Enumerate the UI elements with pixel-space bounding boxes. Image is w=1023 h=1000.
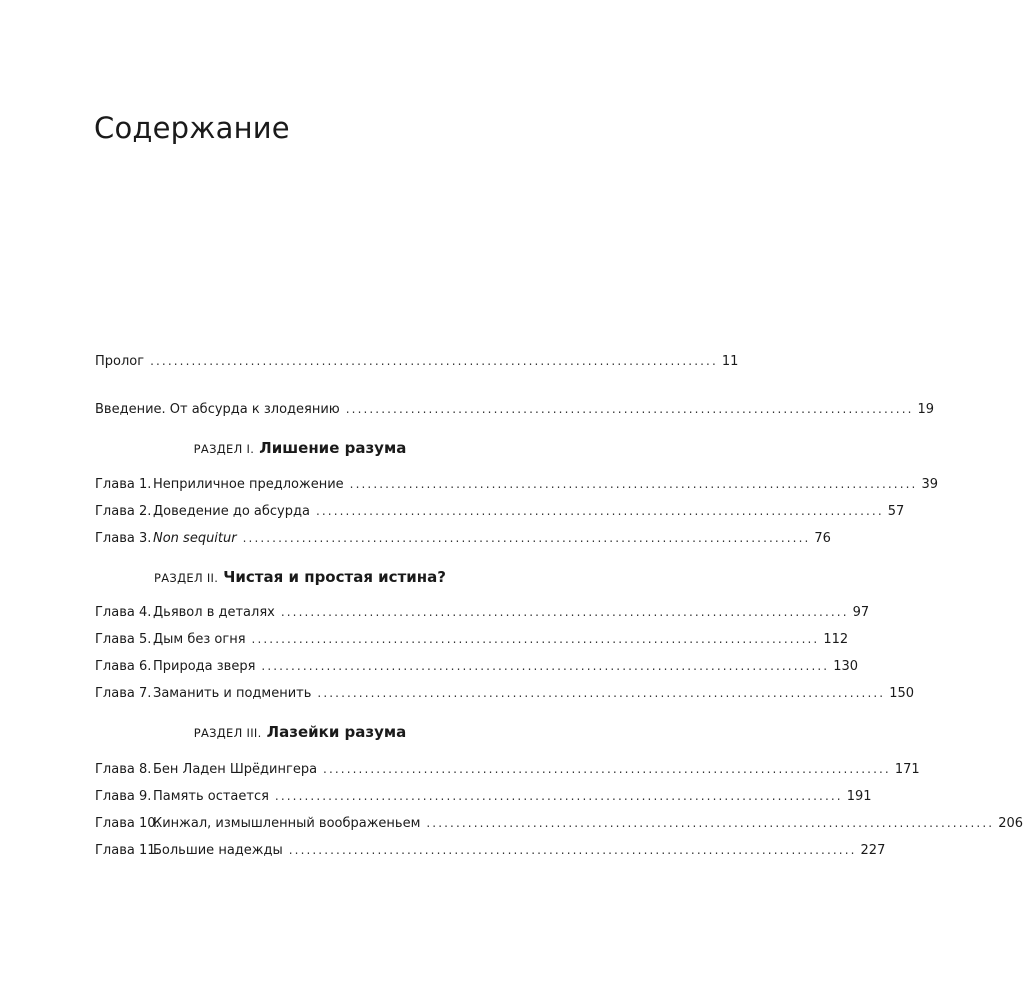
entry-title: Природа зверя [153, 659, 256, 674]
toc-entry-chapter-9[interactable] [95, 787, 872, 806]
part-title: Лазейки разума [266, 723, 407, 741]
part-heading-2 [95, 567, 505, 588]
dot-leader: ................................................................................................ [274, 789, 843, 803]
toc-entry-chapter-1[interactable] [95, 475, 938, 494]
chapter-number: Глава 7. [95, 686, 152, 701]
dot-leader: ................................................................................................ [349, 477, 918, 491]
page-number: 39 [921, 477, 938, 492]
toc-entry-chapter-7[interactable] [95, 684, 915, 703]
entry-title: Заманить и подменить [153, 686, 312, 701]
entry-title: Пролог [95, 354, 145, 369]
entry-title: Бен Ладен Шрёдингера [153, 762, 318, 777]
dot-leader: ................................................................................................ [317, 686, 886, 700]
entry-title: Дым без огня [153, 632, 246, 647]
toc-entry-chapter-11[interactable] [95, 841, 886, 860]
page-number: 19 [917, 402, 935, 417]
page-number: 171 [894, 762, 920, 777]
dot-leader: ................................................................................................ [280, 605, 849, 619]
part-title: Лишение разума [259, 439, 407, 457]
page-number: 206 [998, 816, 1023, 831]
chapter-number: Глава 3. [95, 531, 152, 546]
page-number: 11 [721, 354, 739, 369]
dot-leader: ................................................................................................ [242, 531, 811, 545]
chapter-number: Глава 1. [95, 477, 152, 492]
toc-entry-prologue[interactable] [95, 352, 739, 371]
dot-leader: ................................................................................................ [426, 816, 995, 830]
page-title: Содержание [94, 111, 290, 145]
entry-title: Неприличное предложение [153, 477, 344, 492]
toc-entry-chapter-2[interactable] [95, 502, 905, 521]
chapter-number: Глава 4. [95, 605, 152, 620]
page-number: 97 [852, 605, 870, 620]
part-label: РАЗДЕЛ I. [193, 442, 255, 456]
page-number: 76 [814, 531, 831, 546]
dot-leader: ................................................................................................ [288, 843, 857, 857]
toc-entry-chapter-4[interactable] [95, 603, 870, 622]
entry-title: Доведение до абсурда [153, 504, 310, 519]
entry-title: Введение. От абсурда к злодеянию [95, 402, 340, 417]
page-number: 227 [860, 843, 886, 858]
chapter-number: Глава 9. [95, 789, 152, 804]
dot-leader: ................................................................................................ [261, 659, 830, 673]
page-number: 191 [846, 789, 872, 804]
entry-title: Большие надежды [153, 843, 283, 858]
dot-leader: ................................................................................................ [150, 354, 718, 368]
chapter-number: Глава 8. [95, 762, 152, 777]
page-number: 57 [887, 504, 905, 519]
chapter-number: Глава 5. [95, 632, 152, 647]
dot-leader: ................................................................................................ [315, 504, 884, 518]
chapter-number: Глава 10. [95, 816, 160, 831]
toc-entry-introduction[interactable] [95, 400, 935, 419]
entry-title: Non sequitur [153, 531, 237, 546]
toc-entry-chapter-5[interactable] [95, 630, 849, 649]
page-number: 130 [833, 659, 859, 674]
part-label: РАЗДЕЛ III. [193, 726, 262, 740]
entry-title: Дьявол в деталях [153, 605, 275, 620]
part-heading-1 [95, 438, 505, 459]
toc-entry-chapter-3[interactable] [95, 529, 831, 548]
dot-leader: ................................................................................................ [251, 632, 820, 646]
toc-entry-chapter-6[interactable] [95, 657, 859, 676]
part-title: Чистая и простая истина? [223, 568, 446, 586]
page-number: 150 [889, 686, 915, 701]
dot-leader: ................................................................................................ [323, 762, 891, 776]
entry-title: Память остается [153, 789, 269, 804]
toc-entry-chapter-8[interactable] [95, 760, 920, 779]
dot-leader: ................................................................................................ [345, 402, 914, 416]
chapter-number: Глава 6. [95, 659, 152, 674]
entry-title: Кинжал, измышленный воображеньем [153, 816, 421, 831]
chapter-number: Глава 11. [95, 843, 160, 858]
chapter-number: Глава 2. [95, 504, 152, 519]
part-heading-3 [95, 722, 505, 743]
part-label: РАЗДЕЛ II. [154, 571, 219, 585]
page-number: 112 [823, 632, 849, 647]
toc-entry-chapter-10[interactable] [95, 814, 1023, 833]
